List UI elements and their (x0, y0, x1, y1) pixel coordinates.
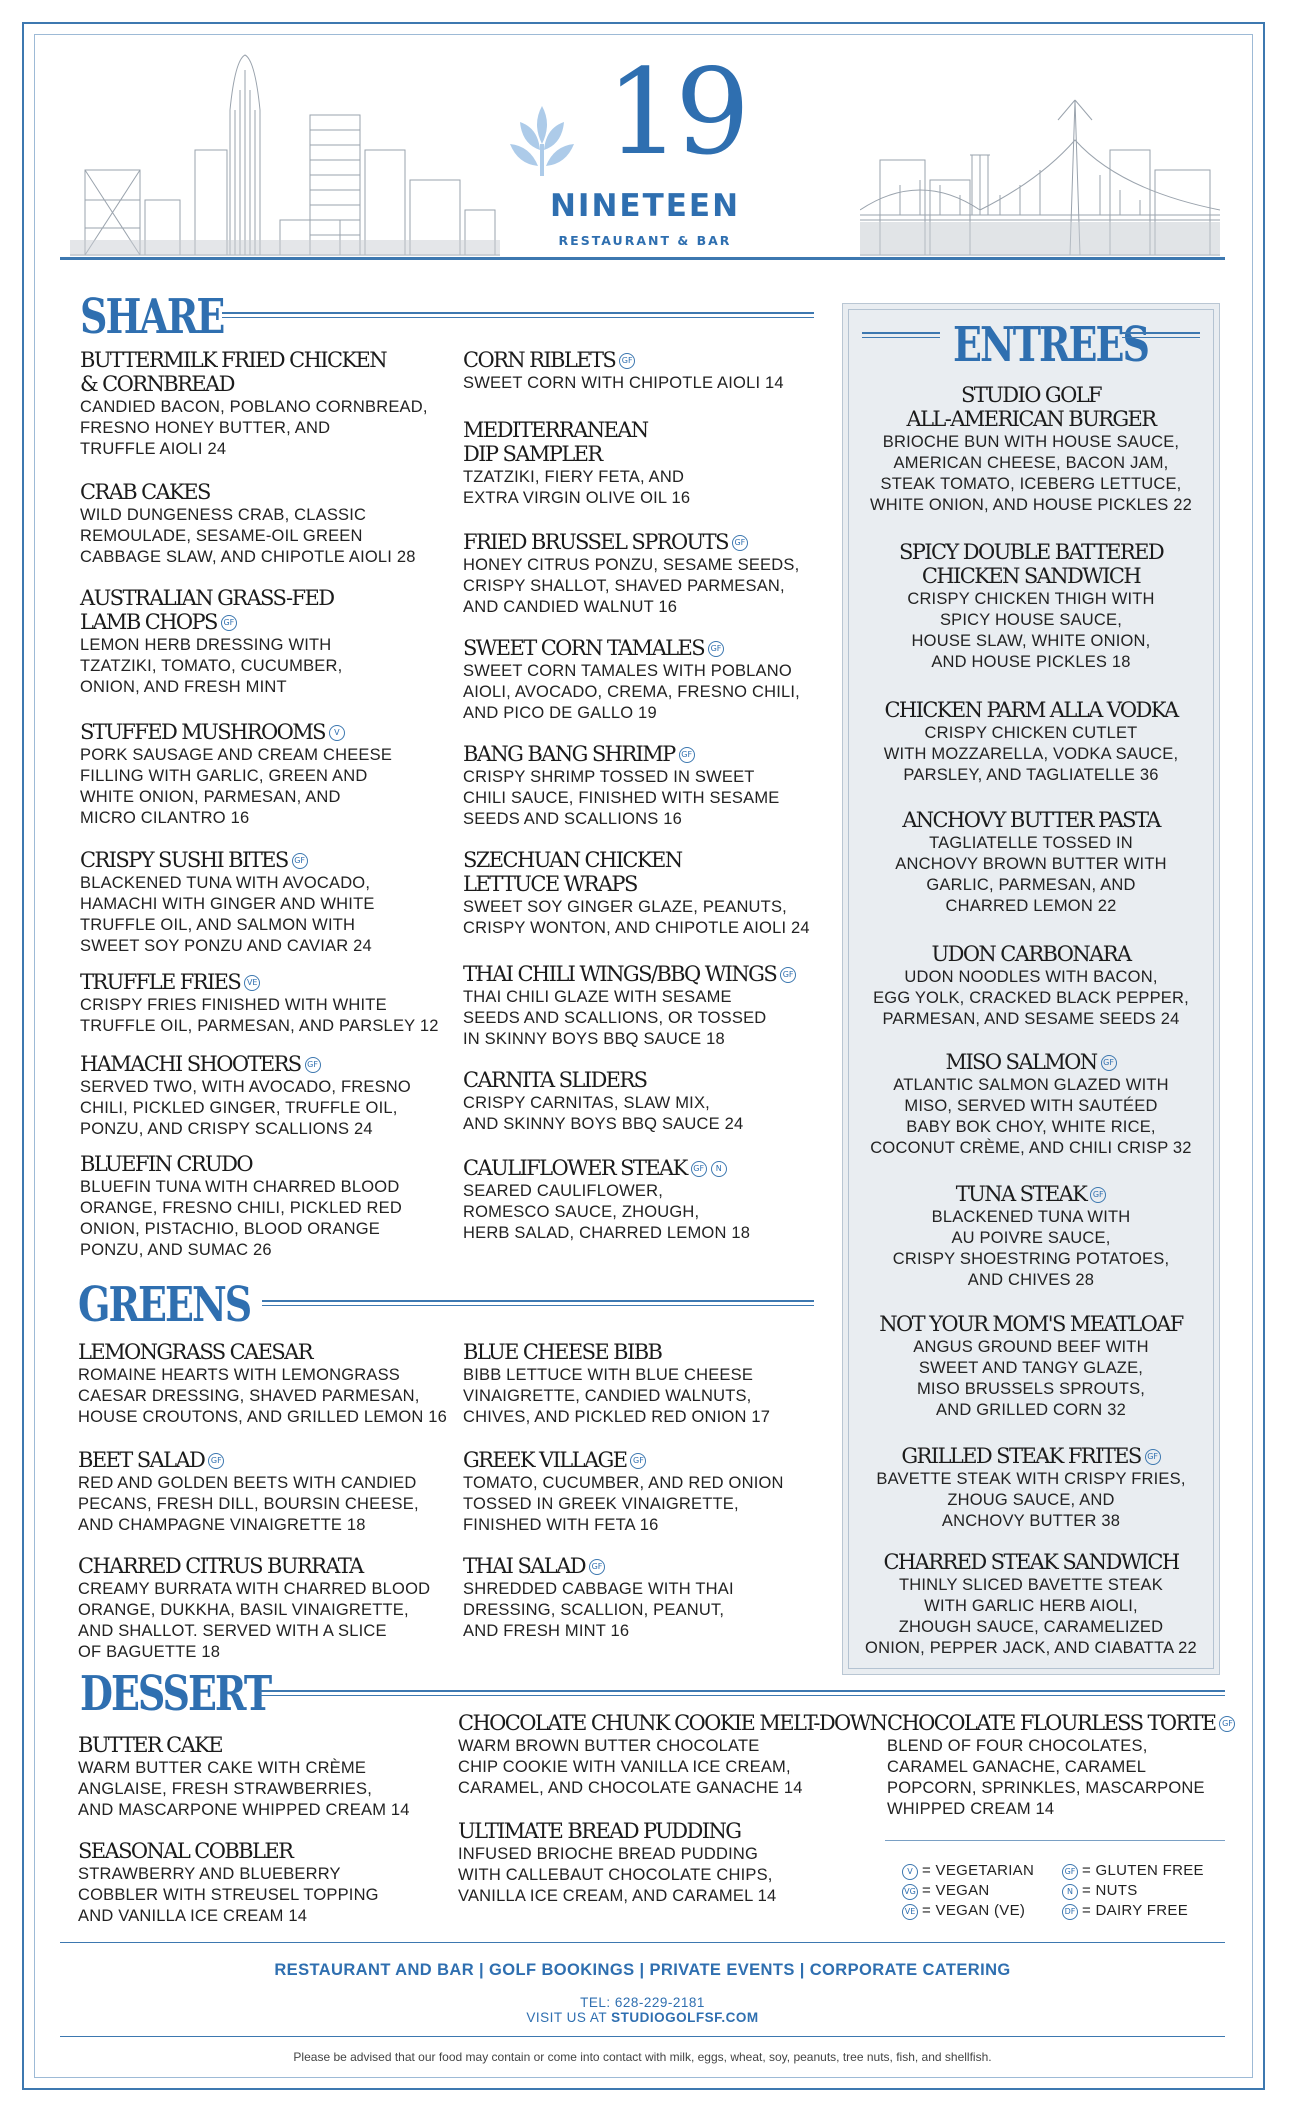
menu-item-description: CRISPY FRIES FINISHED WITH WHITE TRUFFLE OIL, PARMESAN, AND PARSLEY 12 (80, 996, 439, 1035)
nuts-icon: N (1062, 1884, 1078, 1900)
menu-item-description: BRIOCHE BUN WITH HOUSE SAUCE, AMERICAN CHEESE, BACON JAM, STEAK TOMATO, ICEBERG LETTUCE, WHITE ONION, AND HOUSE PICKLES 22 (869, 433, 1192, 514)
header-divider (60, 257, 1225, 260)
menu-item-name: CRISPY SUSHI BITES GF (80, 848, 375, 872)
menu-item-name: CHOCOLATE CHUNK COOKIE MELT-DOWN (458, 1711, 887, 1735)
menu-item (458, 1819, 776, 1907)
menu-item (463, 418, 690, 509)
gluten-free-icon: GF (691, 1161, 707, 1177)
menu-item-description: SWEET CORN TAMALES WITH POBLANO AIOLI, AVOCADO, CREMA, FRESNO CHILI, AND PICO DE GALLO 19 (463, 662, 800, 722)
menu-item (80, 586, 342, 698)
vegetarian-icon: V (329, 725, 345, 741)
menu-item (848, 1550, 1214, 1659)
menu-item-name: MEDITERRANEAN DIP SAMPLER (463, 418, 648, 466)
menu-item-name: NOT YOUR MOM'S MEATLOAF (879, 1312, 1183, 1336)
menu-item-name: TUNA STEAK GF (848, 1182, 1214, 1206)
menu-item-name: TRUFFLE FRIES VE (80, 970, 439, 994)
menu-item-description: SWEET CORN WITH CHIPOTLE AIOLI 14 (463, 374, 784, 392)
menu-item (848, 1444, 1214, 1532)
vegan-icon: VE (244, 975, 260, 991)
menu-item-description: CRISPY SHRIMP TOSSED IN SWEET CHILI SAUCE, FINISHED WITH SESAME SEEDS AND SCALLIONS 16 (463, 768, 780, 828)
gluten-free-icon: GF (732, 535, 748, 551)
menu-item (80, 348, 428, 460)
gluten-free-icon: GF (1101, 1055, 1117, 1071)
gluten-free-icon: GF (708, 641, 724, 657)
menu-item-description: ANGUS GROUND BEEF WITH SWEET AND TANGY GLAZE, MISO BRUSSELS SPROUTS, AND GRILLED CORN 32 (913, 1338, 1149, 1419)
menu-item (78, 1554, 430, 1663)
dessert-heading: DESSERT (80, 1665, 271, 1722)
gluten-free-icon: GF (292, 853, 308, 869)
menu-item (463, 636, 800, 724)
gluten-free-icon: GF (780, 967, 796, 983)
menu-item (848, 808, 1214, 917)
menu-item-name: STUFFED MUSHROOMS V (80, 720, 392, 744)
menu-item-description: WARM BROWN BUTTER CHOCOLATE CHIP COOKIE WITH VANILLA ICE CREAM, CARAMEL, AND CHOCOLATE GANACHE 14 (458, 1737, 803, 1797)
menu-item (80, 1152, 402, 1261)
legend-vegan-ve: VE = VEGAN (VE) (902, 1902, 1025, 1920)
menu-item-description: BIBB LETTUCE WITH BLUE CHEESE VINAIGRETTE, CANDIED WALNUTS, CHIVES, AND PICKLED RED ONION 17 (463, 1366, 771, 1426)
logo-number: 19 (605, 43, 745, 181)
vegan-ve-icon: VE (902, 1904, 918, 1920)
gluten-free-icon: GF (630, 1453, 646, 1469)
menu-item-description: THINLY SLICED BAVETTE STEAK WITH GARLIC HERB AIOLI, ZHOUGH SAUCE, CARAMELIZED ONION, PEPPER JACK, AND CIABATTA 22 (865, 1576, 1197, 1657)
menu-item-description: PORK SAUSAGE AND CREAM CHEESE FILLING WITH GARLIC, GREEN AND WHITE ONION, PARMESAN, AND MICRO CILANTRO 16 (80, 746, 393, 827)
menu-item-name: THAI SALAD GF (463, 1554, 734, 1578)
skyline-left-illustration (70, 50, 500, 270)
menu-item-name: FRIED BRUSSEL SPROUTS GF (463, 530, 799, 554)
menu-item (78, 1733, 410, 1821)
menu-item-description: BLACKENED TUNA WITH AU POIVRE SAUCE, CRISPY SHOESTRING POTATOES, AND CHIVES 28 (892, 1208, 1170, 1289)
menu-item-description: WILD DUNGENESS CRAB, CLASSIC REMOULADE, SESAME-OIL GREEN CABBAGE SLAW, AND CHIPOTLE AIOLI 28 (80, 506, 416, 566)
menu-item-description: INFUSED BRIOCHE BREAD PUDDING WITH CALLEBAUT CHOCOLATE CHIPS, VANILLA ICE CREAM, AND CARAMEL 14 (458, 1845, 777, 1905)
menu-item-description: TOMATO, CUCUMBER, AND RED ONION TOSSED IN GREEK VINAIGRETTE, FINISHED WITH FETA 16 (463, 1474, 784, 1534)
menu-item-name: CARNITA SLIDERS (463, 1068, 647, 1092)
menu-item-name: HAMACHI SHOOTERS GF (80, 1052, 411, 1076)
menu-item (80, 480, 416, 568)
menu-item-description: SERVED TWO, WITH AVOCADO, FRESNO CHILI, PICKLED GINGER, TRUFFLE OIL, PONZU, AND CRISPY SCALLIONS 24 (80, 1078, 411, 1138)
menu-item (463, 848, 810, 939)
menu-item-name: SPICY DOUBLE BATTERED CHICKEN SANDWICH (898, 540, 1164, 588)
menu-item-description: SWEET SOY GINGER GLAZE, PEANUTS, CRISPY WONTON, AND CHIPOTLE AIOLI 24 (463, 898, 810, 937)
gluten-free-icon: GF (589, 1559, 605, 1575)
menu-item (463, 1068, 743, 1135)
menu-item-description: CRISPY CARNITAS, SLAW MIX, AND SKINNY BOYS BBQ SAUCE 24 (463, 1094, 744, 1133)
menu-item (80, 720, 392, 829)
gluten-free-icon: GF (1062, 1864, 1078, 1880)
menu-item-description: ATLANTIC SALMON GLAZED WITH MISO, SERVED WITH SAUTÉED BABY BOK CHOY, WHITE RICE, COCONUT CRÈME, AND CHILI CRISP 32 (870, 1076, 1192, 1157)
footer-website: VISIT US AT STUDIOGOLFSF.COM (526, 2010, 759, 2025)
gluten-free-icon: GF (208, 1453, 224, 1469)
gluten-free-icon: GF (221, 615, 237, 631)
menu-item-description: TAGLIATELLE TOSSED IN ANCHOVY BROWN BUTTER WITH GARLIC, PARMESAN, AND CHARRED LEMON 22 (895, 834, 1167, 915)
menu-item (80, 1052, 411, 1140)
menu-item-name: STUDIO GOLF ALL-AMERICAN BURGER (906, 383, 1156, 431)
menu-item-name: SEASONAL COBBLER (78, 1839, 293, 1863)
share-heading: SHARE (80, 288, 224, 345)
menu-item (463, 962, 796, 1050)
menu-item-description: CANDIED BACON, POBLANO CORNBREAD, FRESNO HONEY BUTTER, AND TRUFFLE AIOLI 24 (80, 398, 428, 458)
footer-divider-top (60, 1942, 1225, 1943)
menu-item-name: BANG BANG SHRIMP GF (463, 742, 779, 766)
gluten-free-icon: GF (679, 747, 695, 763)
menu-item-name: MISO SALMON GF (848, 1050, 1214, 1074)
menu-item-name: BUTTERMILK FRIED CHICKEN & CORNBREAD (80, 348, 387, 396)
entrees-heading: ENTREES (953, 316, 1148, 373)
vegan-icon: VG (902, 1884, 918, 1900)
menu-item-description: CRISPY CHICKEN THIGH WITH SPICY HOUSE SAUCE, HOUSE SLAW, WHITE ONION, AND HOUSE PICKLES 18 (907, 590, 1155, 671)
menu-item-name: CHOCOLATE FLOURLESS TORTE GF (887, 1711, 1235, 1735)
gluten-free-icon: GF (1145, 1449, 1161, 1465)
menu-item (848, 942, 1214, 1030)
menu-item (848, 540, 1214, 673)
menu-item (78, 1839, 379, 1927)
menu-item-name: CHICKEN PARM ALLA VODKA (884, 698, 1178, 722)
menu-item-name: CORN RIBLETS GF (463, 348, 784, 372)
menu-item (463, 1554, 734, 1642)
menu-item-description: BAVETTE STEAK WITH CRISPY FRIES, ZHOUG SAUCE, AND ANCHOVY BUTTER 38 (876, 1470, 1186, 1530)
footer-phone: TEL: 628-229-2181 (580, 1995, 705, 2010)
menu-item-description: CREAMY BURRATA WITH CHARRED BLOOD ORANGE, DUKKHA, BASIL VINAIGRETTE, AND SHALLOT. SERVED WITH A SLICE OF BAGUETTE 18 (78, 1580, 431, 1661)
dessert-divider (260, 1690, 1225, 1692)
footer-divider-bottom (60, 2036, 1225, 2037)
menu-item (848, 1312, 1214, 1421)
menu-item (458, 1711, 886, 1799)
vegetarian-icon: V (902, 1864, 918, 1880)
menu-item (463, 348, 784, 394)
dairy-free-icon: DF (1062, 1904, 1078, 1920)
restaurant-logo (500, 43, 790, 260)
menu-item (848, 1050, 1214, 1159)
legend-nuts: N = NUTS (1062, 1882, 1138, 1900)
menu-item-name: AUSTRALIAN GRASS-FED LAMB CHOPS GF (80, 586, 334, 634)
legend-dairy-free: DF = DAIRY FREE (1062, 1902, 1188, 1920)
menu-item-name: CHARRED CITRUS BURRATA (78, 1554, 363, 1578)
menu-item-name: SZECHUAN CHICKEN LETTUCE WRAPS (463, 848, 682, 896)
menu-item (463, 1448, 784, 1536)
menu-item-name: GRILLED STEAK FRITES GF (848, 1444, 1214, 1468)
menu-item (80, 848, 375, 957)
menu-item-description: THAI CHILI GLAZE WITH SESAME SEEDS AND SCALLIONS, OR TOSSED IN SKINNY BOYS BBQ SAUCE 18 (463, 988, 767, 1048)
website-link[interactable]: STUDIOGOLFSF.COM (611, 2010, 759, 2025)
menu-item-name: SWEET CORN TAMALES GF (463, 636, 800, 660)
menu-item (848, 383, 1214, 516)
gluten-free-icon: GF (1090, 1187, 1106, 1203)
menu-item-description: LEMON HERB DRESSING WITH TZATZIKI, TOMATO, CUCUMBER, ONION, AND FRESH MINT (80, 636, 343, 696)
menu-item-description: ROMAINE HEARTS WITH LEMONGRASS CAESAR DRESSING, SHAVED PARMESAN, HOUSE CROUTONS, AND GRILLED LEMON 16 (78, 1366, 448, 1426)
menu-item (848, 1182, 1214, 1291)
menu-item-name: CAULIFLOWER STEAK GF N (463, 1156, 750, 1180)
menu-item (80, 970, 439, 1037)
legend-divider (885, 1840, 1225, 1841)
menu-item-name: ANCHOVY BUTTER PASTA (902, 808, 1160, 832)
menu-item (463, 1156, 750, 1244)
menu-item-name: BLUE CHEESE BIBB (463, 1340, 662, 1364)
menu-item (463, 742, 779, 830)
logo-name: NINETEEN (549, 188, 741, 224)
menu-item-description: BLEND OF FOUR CHOCOLATES, CARAMEL GANACHE, CARAMEL POPCORN, SPRINKLES, MASCARPONE WHIPPED CREAM 14 (887, 1737, 1205, 1818)
menu-item-name: ULTIMATE BREAD PUDDING (458, 1819, 741, 1843)
allergen-disclaimer: Please be advised that our food may contain or come into contact with milk, eggs, wheat, soy, peanuts, tree nuts, fish, and shellfish. (293, 2050, 992, 2064)
menu-item-description: UDON NOODLES WITH BACON, EGG YOLK, CRACKED BLACK PEPPER, PARMESAN, AND SESAME SEEDS 24 (873, 968, 1189, 1028)
legend-gluten-free: GF = GLUTEN FREE (1062, 1862, 1204, 1880)
gluten-free-icon: GF (1219, 1716, 1235, 1732)
menu-item-name: BLUEFIN CRUDO (80, 1152, 253, 1176)
greens-heading: GREENS (78, 1276, 251, 1333)
menu-item-description: SEARED CAULIFLOWER, ROMESCO SAUCE, ZHOUGH, HERB SALAD, CHARRED LEMON 18 (463, 1182, 751, 1242)
menu-item-name: LEMONGRASS CAESAR (78, 1340, 312, 1364)
menu-item-description: BLACKENED TUNA WITH AVOCADO, HAMACHI WITH GINGER AND WHITE TRUFFLE OIL, AND SALMON WITH SWEET SOY PONZU AND CAVIAR 24 (80, 874, 375, 955)
logo-subtitle: RESTAURANT & BAR (558, 233, 732, 248)
menu-item-description: RED AND GOLDEN BEETS WITH CANDIED PECANS, FRESH DILL, BOURSIN CHEESE, AND CHAMPAGNE VINAIGRETTE 18 (78, 1474, 419, 1534)
share-divider (222, 312, 814, 314)
footer-links[interactable]: RESTAURANT AND BAR | GOLF BOOKINGS | PRIVATE EVENTS | CORPORATE CATERING (274, 1961, 1011, 1979)
menu-item-description: WARM BUTTER CAKE WITH CRÈME ANGLAISE, FRESH STRAWBERRIES, AND MASCARPONE WHIPPED CREAM 14 (78, 1759, 410, 1819)
menu-item-name: THAI CHILI WINGS/BBQ WINGS GF (463, 962, 796, 986)
entrees-divider-right (1122, 332, 1200, 334)
skyline-right-illustration (860, 50, 1220, 270)
legend-vegetarian: V = VEGETARIAN (902, 1862, 1034, 1880)
nuts-icon: N (711, 1161, 727, 1177)
menu-item-name: CRAB CAKES (80, 480, 210, 504)
menu-item-description: TZATZIKI, FIERY FETA, AND EXTRA VIRGIN OLIVE OIL 16 (463, 468, 691, 507)
entrees-divider-left (862, 332, 940, 334)
menu-item (463, 530, 799, 618)
menu-item (78, 1340, 447, 1428)
gluten-free-icon: GF (305, 1057, 321, 1073)
menu-item (848, 698, 1214, 786)
menu-item (78, 1448, 419, 1536)
menu-item-name: CHARRED STEAK SANDWICH (883, 1550, 1179, 1574)
menu-item (463, 1340, 770, 1428)
legend-vegan: VG = VEGAN (902, 1882, 990, 1900)
menu-item-description: STRAWBERRY AND BLUEBERRY COBBLER WITH STREUSEL TOPPING AND VANILLA ICE CREAM 14 (78, 1865, 379, 1925)
menu-item-description: BLUEFIN TUNA WITH CHARRED BLOOD ORANGE, FRESNO CHILI, PICKLED RED ONION, PISTACHIO, BLOOD ORANGE PONZU, AND SUMAC 26 (80, 1178, 402, 1259)
menu-item-name: GREEK VILLAGE GF (463, 1448, 784, 1472)
greens-divider (262, 1300, 814, 1302)
menu-item (887, 1711, 1235, 1820)
menu-item-name: BEET SALAD GF (78, 1448, 419, 1472)
menu-item-name: BUTTER CAKE (78, 1733, 223, 1757)
gluten-free-icon: GF (619, 353, 635, 369)
menu-item-description: SHREDDED CABBAGE WITH THAI DRESSING, SCALLION, PEANUT, AND FRESH MINT 16 (463, 1580, 734, 1640)
menu-item-name: UDON CARBONARA (931, 942, 1131, 966)
menu-item-description: CRISPY CHICKEN CUTLET WITH MOZZARELLA, VODKA SAUCE, PARSLEY, AND TAGLIATELLE 36 (883, 724, 1179, 784)
menu-item-description: HONEY CITRUS PONZU, SESAME SEEDS, CRISPY SHALLOT, SHAVED PARMESAN, AND CANDIED WALNUT 16 (463, 556, 800, 616)
